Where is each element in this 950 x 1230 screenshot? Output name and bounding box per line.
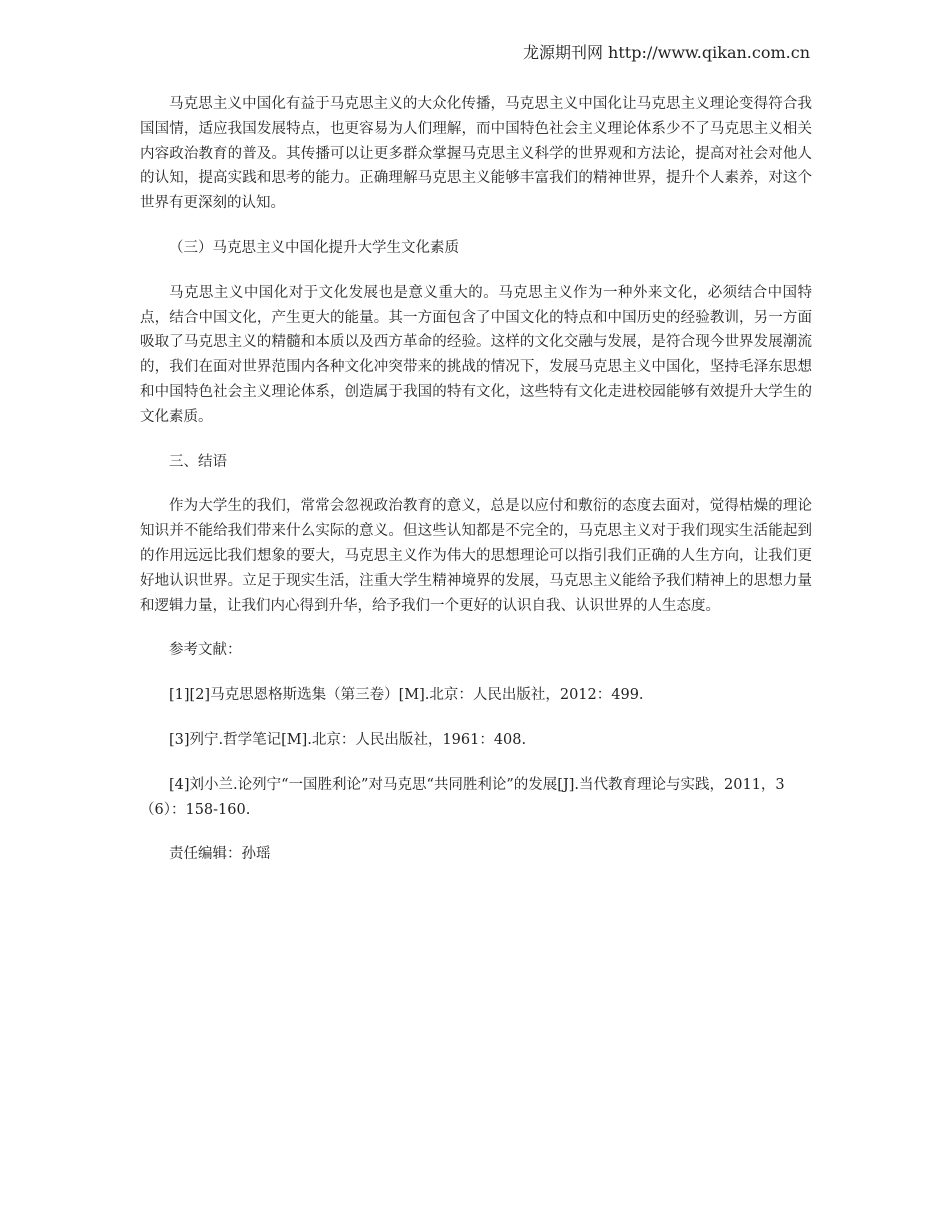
paragraph-culture: 马克思主义中国化对于文化发展也是意义重大的。马克思主义作为一种外来文化，必须结合中国特点，结合中国文化，产生更大的能量。其一方面包含了中国文化的特点和中国历史的经验教训，另一方面吸取了马克思主义的精髓和本质以及西方革命的经验。这样的文化交融与发展，是符合现今世界发展潮流的，我们在面对世界范围内各种文化冲突带来的挑战的情况下，发展马克思主义中国化，坚持毛泽东思想和中国特色社会主义理论体系，创造属于我国的特有文化，这些特有文化走进校园能够有效提升大学生的文化素质。 (140, 284, 812, 425)
reference-item: [4]刘小兰.论列宁“一国胜利论”对马克思“共同胜利论”的发展[J].当代教育理论与实践，2011，3（6）：158-160. (140, 776, 785, 818)
site-header[interactable]: 龙源期刊网 http://www.qikan.com.cn (522, 43, 810, 62)
article-body (140, 92, 812, 887)
reference-item: [3]列宁.哲学笔记[M].北京：人民出版社，1961：408. (169, 731, 527, 748)
references-title: 参考文献： (169, 642, 242, 659)
section-heading-culture: （三）马克思主义中国化提升大学生文化素质 (169, 239, 459, 256)
section-heading-conclusion: 三、结语 (169, 453, 227, 470)
paragraph-mass-dissemination: 马克思主义中国化有益于马克思主义的大众化传播，马克思主义中国化让马克思主义理论变得符合我国国情，适应我国发展特点，也更容易为人们理解，而中国特色社会主义理论体系少不了马克思主义相关内容政治教育的普及。其传播可以让更多群众掌握马克思主义科学的世界观和方法论，提高对社会对他人的认知，提高实践和思考的能力。正确理解马克思主义能够丰富我们的精神世界，提升个人素养，对这个世界有更深刻的认知。 (140, 96, 812, 212)
paragraph-conclusion: 作为大学生的我们，常常会忽视政治教育的意义，总是以应付和敷衍的态度去面对，觉得枯燥的理论知识并不能给我们带来什么实际的意义。但这些认知都是不完全的，马克思主义对于我们现实生活能起到的作用远远比我们想象的要大，马克思主义作为伟大的思想理论可以指引我们正确的人生方向，让我们更好地认识世界。立足于现实生活，注重大学生精神境界的发展，马克思主义能给予我们精神上的思想力量和逻辑力量，让我们内心得到升华，给予我们一个更好的认识自我、认识世界的人生态度。 (140, 498, 812, 614)
reference-item: [1][2]马克思恩格斯选集（第三卷）[M].北京：人民出版社，2012：499. (169, 687, 644, 704)
editor-credit: 责任编辑：孙瑶 (169, 846, 271, 863)
